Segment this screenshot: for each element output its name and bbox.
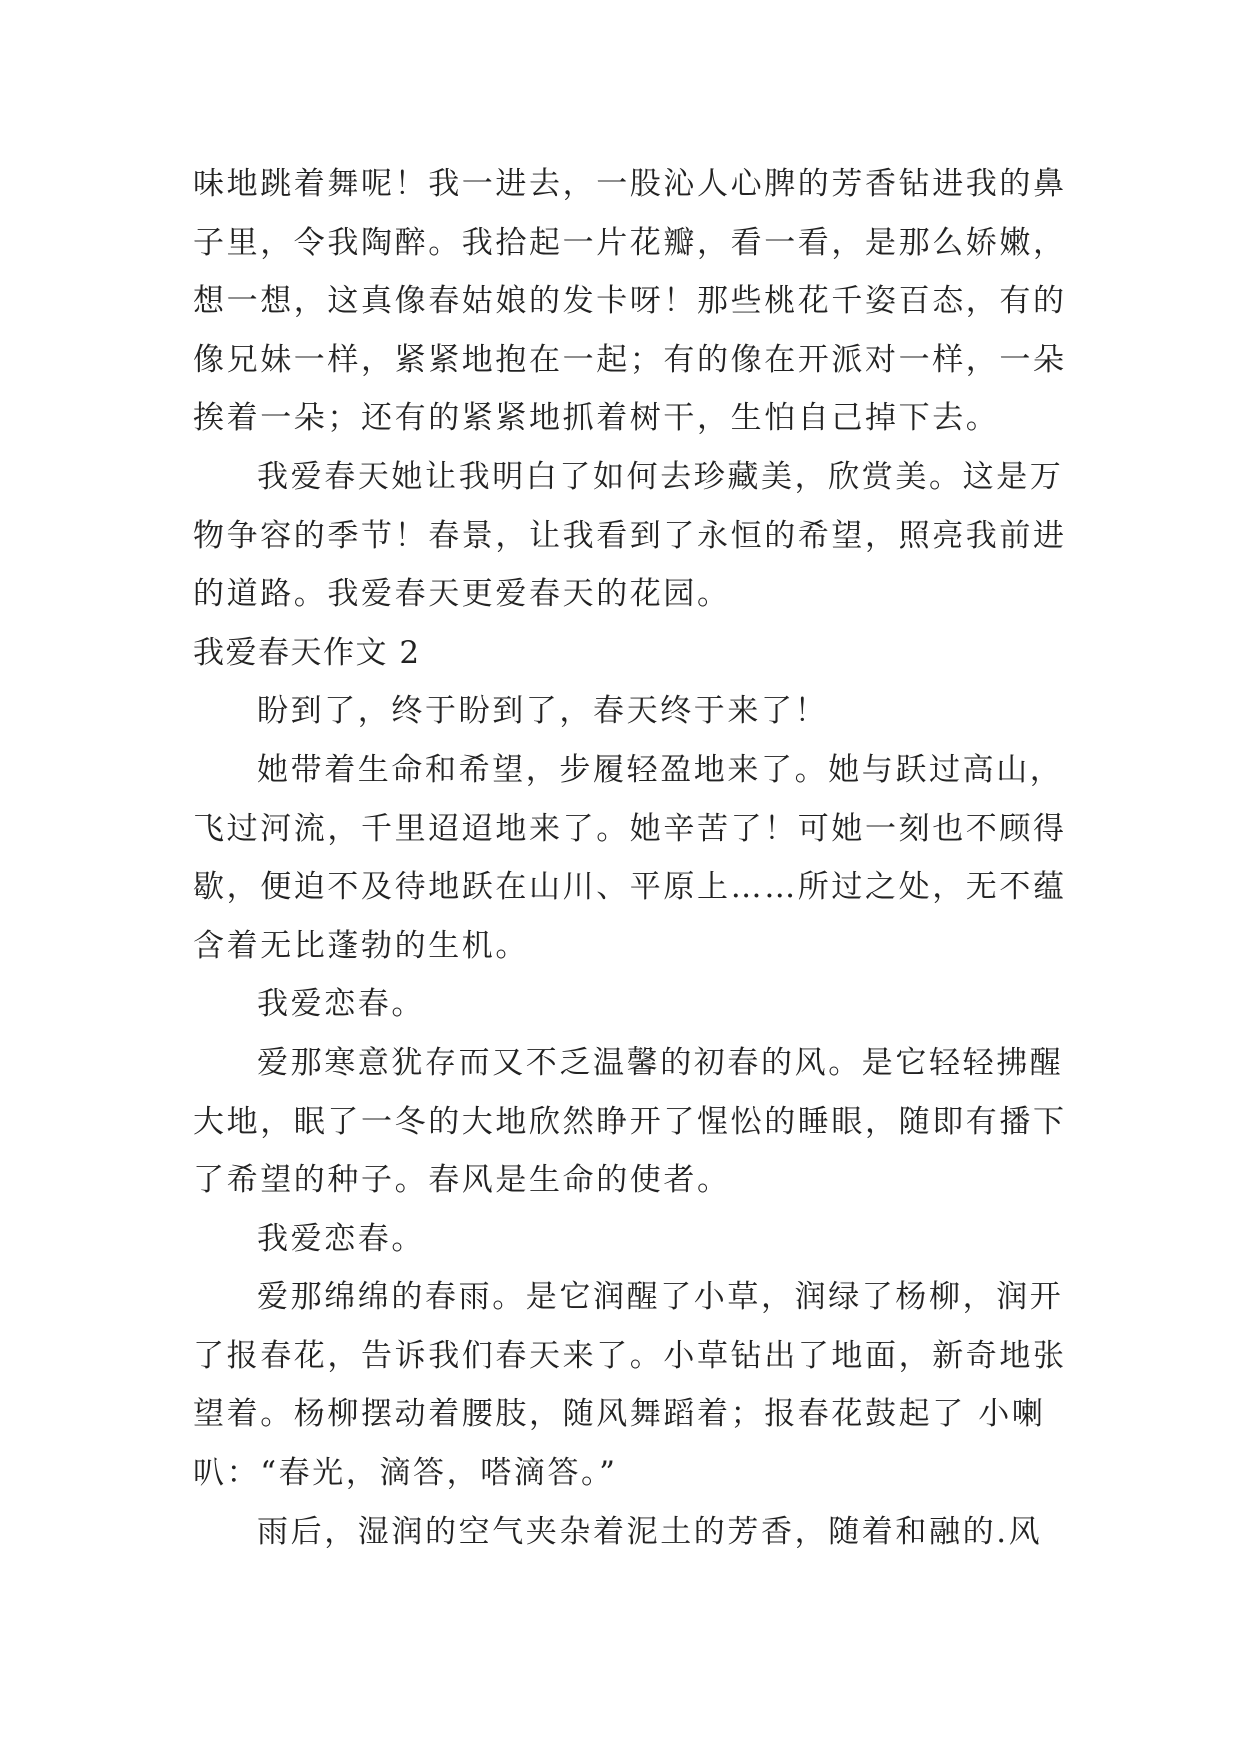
text-line: 想一想，这真像春姑娘的发卡呀！那些桃花千姿百态，有的 <box>193 283 1067 320</box>
text-line: 物争容的季节！春景，让我看到了永恒的希望，照亮我前进 <box>193 517 1067 554</box>
text-line: 了报春花，告诉我们春天来了。小草钻出了地面，新奇地张 <box>193 1337 1067 1374</box>
article-body <box>193 155 1067 1561</box>
text-line: 了希望的种子。春风是生命的使者。 <box>193 1162 731 1199</box>
text-line: 盼到了，终于盼到了，春天终于来了！ <box>257 693 829 730</box>
text-line: 大地，眠了一冬的大地欣然睁开了惺忪的睡眼，随即有播下 <box>193 1103 1067 1140</box>
text-line: 叭：“春光，滴答，嗒滴答。” <box>193 1455 618 1492</box>
text-line: 飞过河流，千里迢迢地来了。她辛苦了！可她一刻也不顾得 <box>193 810 1067 847</box>
text-line: 她带着生命和希望，步履轻盈地来了。她与跃过高山， <box>257 751 1064 788</box>
text-line: 味地跳着舞呢！我一进去，一股沁人心脾的芳香钻进我的鼻 <box>193 166 1067 202</box>
text-line: 雨后，湿润的空气夹杂着泥土的芳香，随着和融的.风 <box>257 1513 1043 1550</box>
text-line: 像兄妹一样，紧紧地抱在一起；有的像在开派对一样，一朵 <box>193 341 1067 378</box>
text-line: 含着无比蓬勃的生机。 <box>193 927 529 964</box>
text-line: 子里，令我陶醉。我拾起一片花瓣，看一看，是那么娇嫩， <box>193 224 1067 261</box>
text-line: 我爱恋春。 <box>257 986 425 1023</box>
text-line: 的道路。我爱春天更爱春天的花园。 <box>193 576 731 613</box>
text-line: 挨着一朵；还有的紧紧地抓着树干，生怕自己掉下去。 <box>193 400 1000 437</box>
section-heading: 我爱春天作文 2 <box>193 634 421 671</box>
text-line: 我爱恋春。 <box>257 1220 425 1257</box>
text-line: 爱那寒意犹存而又不乏温馨的初春的风。是它轻轻拂醒 <box>257 1044 1064 1081</box>
text-line: 爱那绵绵的春雨。是它润醒了小草，润绿了杨柳，润开 <box>257 1279 1064 1316</box>
text-line: 我爱春天她让我明白了如何去珍藏美，欣赏美。这是万 <box>257 458 1064 495</box>
text-line: 望着。杨柳摆动着腰肢，随风舞蹈着；报春花鼓起了 小喇 <box>193 1396 1046 1433</box>
text-line: 歇，便迫不及待地跃在山川、平原上……所过之处，无不蕴 <box>193 869 1067 906</box>
